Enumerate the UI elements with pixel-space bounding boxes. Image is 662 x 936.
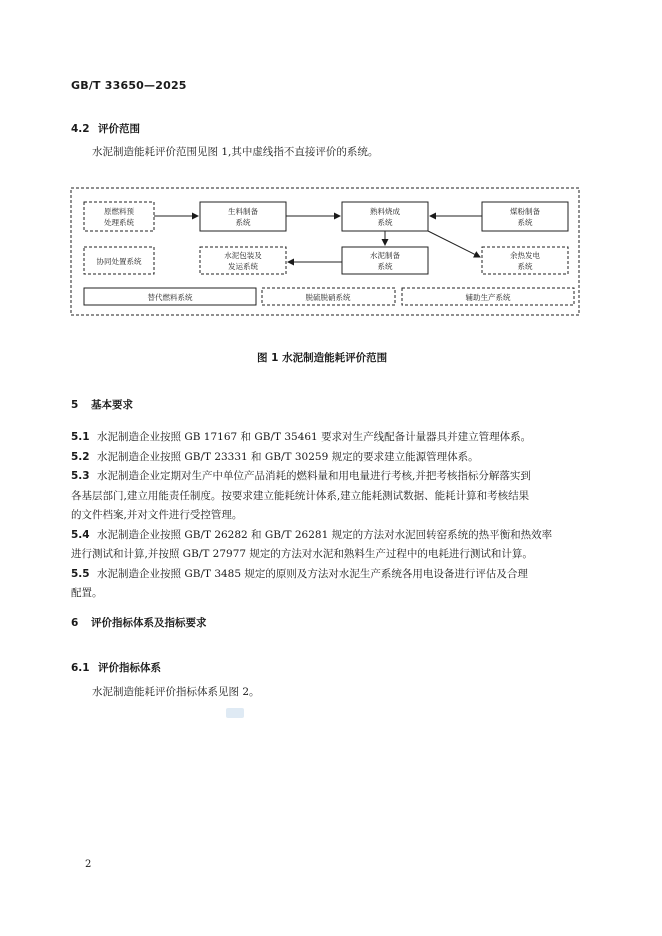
section-4-2-text: 水泥制造能耗评价范围见图 1,其中虚线指不直接评价的系统。 [92,146,379,158]
box-waste-heat-line1: 余热发电 [510,251,540,260]
section-number: 6.1 [71,662,90,674]
box-waste-heat-line2: 系统 [517,262,533,271]
box-aux-prod-label: 辅助生产系统 [465,293,511,302]
box-alt-fuel [84,288,256,305]
box-clinker [342,202,428,231]
section-title: 评价指标体系 [98,662,161,674]
box-desulf [262,288,395,305]
item-5-1: 5.1 水泥制造企业按照 GB 17167 和 GB/T 35461 要求对生产线配备计量器具并建立管理体系。 [71,431,532,443]
box-cement-prep-line2: 系统 [377,262,393,271]
section-6-1-heading [71,660,161,675]
section-title: 评价指标体系及指标要求 [91,617,207,629]
item-5-5: 5.5 水泥制造企业按照 GB/T 3485 规定的原则及方法对水泥生产系统各用电设备进行评估及合理 配置。 [71,567,528,599]
box-waste-heat [482,247,568,274]
section-title: 评价范围 [98,123,140,135]
figure-caption: 图 1 水泥制造能耗评价范围 [257,352,388,364]
section-number: 4.2 [71,123,90,135]
box-raw-meal-line2: 系统 [235,218,251,227]
box-clinker-line1: 熟料烧成 [370,207,400,216]
standard-number: GB/T 33650—2025 [71,79,187,92]
item-5-4: 5.4 水泥制造企业按照 GB/T 26282 和 GB/T 26281 规定的方法对水泥回转窑系统的热平衡和热效率 进行测试和计算,并按照 GB/T 27977 规定的方法对水泥和熟料生产过程中的电耗进行测试和计算。 [71,528,553,560]
section-title: 基本要求 [91,399,133,411]
section-6-heading [71,615,207,630]
box-raw-fuel-pre-line2: 处理系统 [104,218,134,227]
box-cement-pack-line1: 水泥包装及 [224,251,262,260]
section-5-items [71,428,591,604]
box-co-processing [84,247,154,274]
box-coal-powder [482,202,568,231]
box-cement-pack-line2: 发运系统 [228,262,258,271]
box-desulf-label: 脱硫脱硝系统 [305,293,351,302]
box-cement-prep [342,247,428,274]
box-cement-prep-line1: 水泥制备 [370,251,400,260]
section-4-2-heading [71,121,140,136]
box-clinker-line2: 系统 [377,218,393,227]
box-cement-pack [200,247,286,274]
box-raw-meal [200,202,286,231]
item-5-2: 5.2 水泥制造企业按照 GB/T 23331 和 GB/T 30259 规定的要求建立能源管理体系。 [71,450,479,463]
box-co-processing-label: 协同处置系统 [96,257,142,266]
section-number: 6 [71,617,79,629]
section-6-1-text: 水泥制造能耗评价指标体系见图 2。 [92,686,260,698]
box-aux-prod [402,288,574,305]
box-alt-fuel-label: 替代燃料系统 [147,293,193,302]
box-raw-fuel-pre [84,202,154,231]
section-5-heading [71,397,133,412]
box-coal-powder-line1: 煤粉制备 [510,207,540,216]
arrow-clinker-to-waste-heat [428,231,480,257]
watermark-logo [226,708,244,718]
box-raw-meal-line1: 生料制备 [228,207,258,216]
scope-diagram [70,187,580,317]
section-number: 5 [71,399,79,411]
box-coal-powder-line2: 系统 [517,218,533,227]
box-raw-fuel-pre-line1: 原燃料预 [104,207,134,216]
item-5-3: 5.3 水泥制造企业定期对生产中单位产品消耗的燃料量和用电量进行考核,并把考核指标分解落实到 各基层部门,建立用能责任制度。按要求建立能耗统计体系,建立能耗测试数据、能耗计算和考核结果 的文件档案,并对文件进行受控管理。 [71,470,531,521]
page-number: 2 [85,859,92,870]
